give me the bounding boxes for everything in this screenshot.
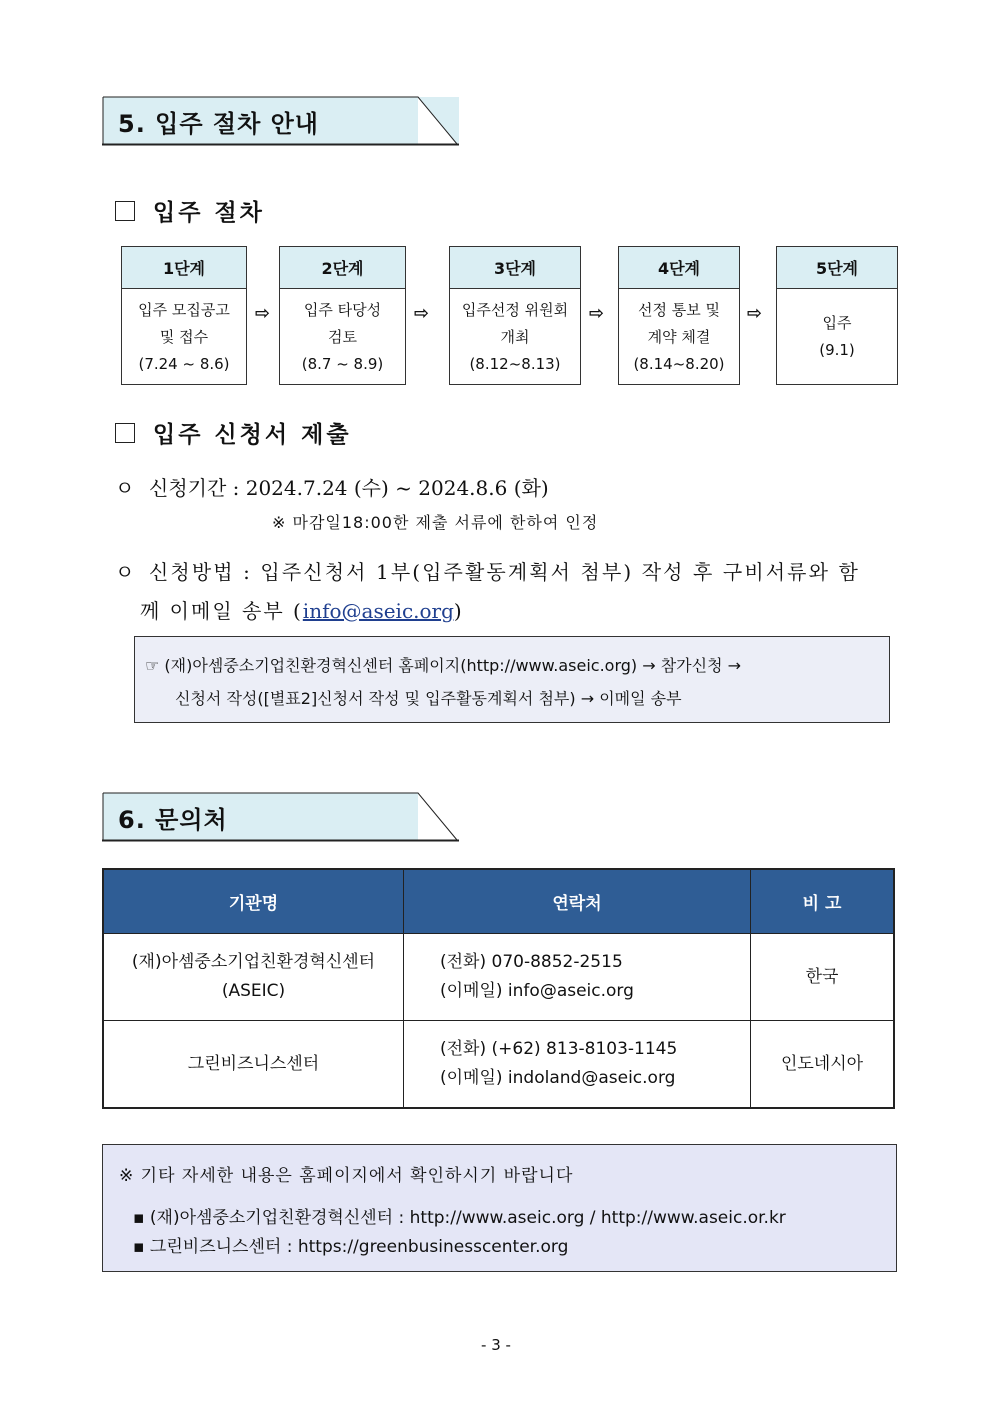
- step-2: [279, 246, 406, 385]
- step-date: (8.7 ~ 8.9): [301, 354, 384, 373]
- step-label: 5단계: [777, 247, 897, 289]
- step-label: 3단계: [450, 247, 580, 289]
- table-header-row: [103, 869, 894, 934]
- arrow-right-icon: ⇨: [255, 303, 271, 324]
- period-note: ※ 마감일18:00한 제출 서류에 한하여 인정: [272, 513, 599, 532]
- page-number: - 3 -: [481, 1336, 511, 1354]
- note-cell: 인도네시아: [751, 1021, 895, 1109]
- column-header: 기관명: [103, 869, 404, 934]
- step-label: 1단계: [122, 247, 246, 289]
- bullet-circle-icon: ㅇ: [115, 476, 135, 500]
- checkbox-square-icon: [115, 201, 135, 221]
- phone: (전화) (+62) 813-8103-1145: [440, 1039, 678, 1059]
- procedure-heading: [115, 194, 265, 227]
- section5-title: 5. 입주 절차 안내: [118, 110, 319, 138]
- guide-line: 신청서 작성([별표2]신청서 작성 및 입주활동계획서 첨부) → 이메일 송부: [175, 689, 682, 708]
- info-link-line[interactable]: ▪ 그린비즈니스센터 : https://greenbusinesscenter.org: [133, 1237, 569, 1257]
- org-cell: [103, 934, 404, 1021]
- section5-heading: [102, 96, 457, 146]
- step-1: [121, 246, 247, 385]
- step-label: 4단계: [619, 247, 739, 289]
- step-text: 개최: [500, 327, 530, 346]
- method-line-2: [140, 595, 462, 624]
- phone: (전화) 070-8852-2515: [440, 952, 623, 972]
- step-date: (7.24 ~ 8.6): [138, 354, 230, 373]
- step-4: [618, 246, 740, 385]
- method-text: ): [453, 599, 462, 623]
- info-box: [102, 1144, 897, 1272]
- step-3: [449, 246, 581, 385]
- step-text: 계약 체결: [647, 327, 711, 346]
- arrow-right-icon: ⇨: [589, 303, 605, 324]
- contact-cell: [404, 934, 751, 1021]
- procedure-heading-text: 입주 절차: [153, 199, 265, 226]
- org-abbr: (ASEIC): [221, 981, 286, 1001]
- bullet-circle-icon: ㅇ: [115, 560, 135, 584]
- submission-heading: [115, 416, 352, 449]
- application-guide-box: [134, 636, 890, 723]
- method-text: 신청방법 : 입주신청서 1부(입주활동계획서 첨부) 작성 후 구비서류와 함: [149, 560, 860, 584]
- section6-heading: [102, 792, 457, 842]
- email[interactable]: (이메일) info@aseic.org: [440, 981, 634, 1001]
- note-cell: 한국: [751, 934, 895, 1021]
- submission-heading-text: 입주 신청서 제출: [153, 421, 352, 448]
- arrow-right-icon: ⇨: [747, 303, 763, 324]
- column-header: 비 고: [751, 869, 895, 934]
- step-date: (9.1): [819, 341, 855, 359]
- step-date: (8.12~8.13): [469, 354, 561, 373]
- table-row: [103, 934, 894, 1021]
- guide-line: ☞ (재)아셈중소기업친환경혁신센터 홈페이지(http://www.aseic.org) → 참가신청 →: [145, 656, 742, 675]
- arrow-right-icon: ⇨: [414, 303, 430, 324]
- email-link[interactable]: info@aseic.org: [302, 599, 454, 623]
- org-name: (재)아셈중소기업친환경혁신센터: [131, 952, 376, 972]
- step-text: 입주선정 위원회: [461, 300, 569, 319]
- step-label: 2단계: [280, 247, 405, 289]
- step-5: [776, 246, 898, 385]
- info-title: ※ 기타 자세한 내용은 홈페이지에서 확인하시기 바랍니다: [119, 1166, 574, 1186]
- step-text: 입주 모집공고: [138, 300, 230, 319]
- checkbox-square-icon: [115, 423, 135, 443]
- org-cell: [103, 1021, 404, 1109]
- step-text: 및 접수: [159, 327, 209, 346]
- column-header: 연락처: [404, 869, 751, 934]
- step-text: 입주 타당성: [303, 300, 382, 319]
- step-text: 입주: [822, 314, 852, 332]
- section6-title: 6. 문의처: [118, 806, 228, 834]
- step-date: (8.14~8.20): [633, 354, 725, 373]
- method-text: 께 이메일 송부 (: [140, 599, 303, 623]
- step-text: 선정 통보 및: [638, 300, 720, 319]
- contact-cell: [404, 1021, 751, 1109]
- table-row: [103, 1021, 894, 1109]
- step-text: 검토: [328, 327, 357, 346]
- org-name: 그린비즈니스센터: [187, 1053, 320, 1074]
- email[interactable]: (이메일) indoland@aseic.org: [440, 1068, 676, 1088]
- contacts-table: [102, 868, 895, 1109]
- period-line: [115, 472, 549, 501]
- method-line-1: [115, 556, 900, 585]
- period-text: 신청기간 : 2024.7.24 (수) ~ 2024.8.6 (화): [149, 476, 549, 500]
- info-link-line[interactable]: ▪ (재)아셈중소기업친환경혁신센터 : http://www.aseic.org / http://www.aseic.or.kr: [133, 1208, 786, 1228]
